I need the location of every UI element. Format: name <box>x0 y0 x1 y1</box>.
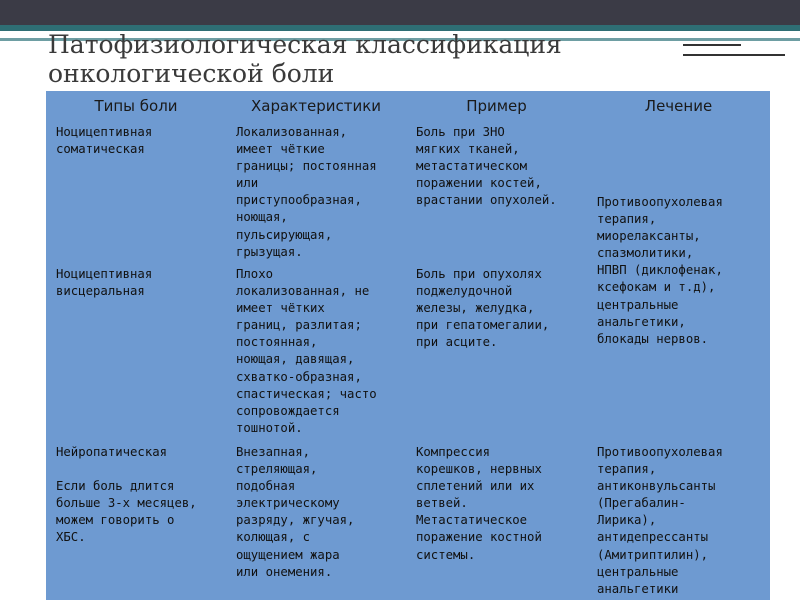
cell-text: Противоопухолевая терапия, миорелаксанты, спазмолитики, НПВП (диклофенак, ксефокам и т.д), центральные анальгетики, блокады нервов. <box>597 195 723 346</box>
table-row <box>46 120 770 262</box>
cell-text: Противоопухолевая терапия, антиконвульсанты (Прегабалин- Лирика), антидепрессанты (Амитриптилин), центральные анальгетики <box>597 445 723 596</box>
cell-text: Нейропатическая Если боль длится больше 3-х месяцев, можем говорить о ХБС. <box>56 445 197 545</box>
cell-treatment-merged <box>587 120 770 440</box>
cell-pain-type <box>46 262 226 440</box>
cell-example <box>406 440 587 600</box>
cell-characteristics <box>226 120 406 262</box>
table-row <box>46 440 770 600</box>
cell-characteristics <box>226 262 406 440</box>
cell-text: Ноцицептивная соматическая <box>56 125 153 157</box>
cell-text: Внезапная, стреляющая, подобная электрическому разряду, жгучая, колющая, с ощущением жара или онемения. <box>236 445 355 579</box>
cell-text: Плохо локализованная, не имеет чётких границ, разлитая; постоянная, ноющая, давящая, схватко-образная, спастическая; часто сопровождается тошнотой. <box>236 267 377 435</box>
header-example: Пример <box>406 91 587 120</box>
cell-text: Боль при ЗНО мягких тканей, метастатическом поражении костей, врастании опухолей. <box>416 125 557 208</box>
header-characteristics: Характеристики <box>226 91 406 120</box>
cell-characteristics <box>226 440 406 600</box>
slide-top-bar <box>0 0 800 25</box>
slide-deco-line-short <box>683 44 741 46</box>
cell-text: Ноцицептивная висцеральная <box>56 267 153 299</box>
pain-classification-table <box>46 91 770 600</box>
header-treatment: Лечение <box>587 91 770 120</box>
table-header-row <box>46 91 770 120</box>
slide-deco-line-long <box>683 54 785 56</box>
cell-example <box>406 262 587 440</box>
cell-example <box>406 120 587 262</box>
header-pain-type: Типы боли <box>46 91 226 120</box>
cell-text: Боль при опухолях поджелудочной железы, желудка, при гепатомегалии, при асците. <box>416 267 550 350</box>
cell-pain-type <box>46 120 226 262</box>
slide-title: Патофизиологическая классификация онкологической боли <box>48 30 562 88</box>
cell-pain-type <box>46 440 226 600</box>
cell-text: Компрессия корешков, нервных сплетений или их ветвей. Метастатическое поражение костной системы. <box>416 445 542 562</box>
cell-treatment <box>587 440 770 600</box>
cell-text: Локализованная, имеет чёткие границы; постоянная или приступообразная, ноющая, пульсирующая, грызущая. <box>236 125 377 259</box>
